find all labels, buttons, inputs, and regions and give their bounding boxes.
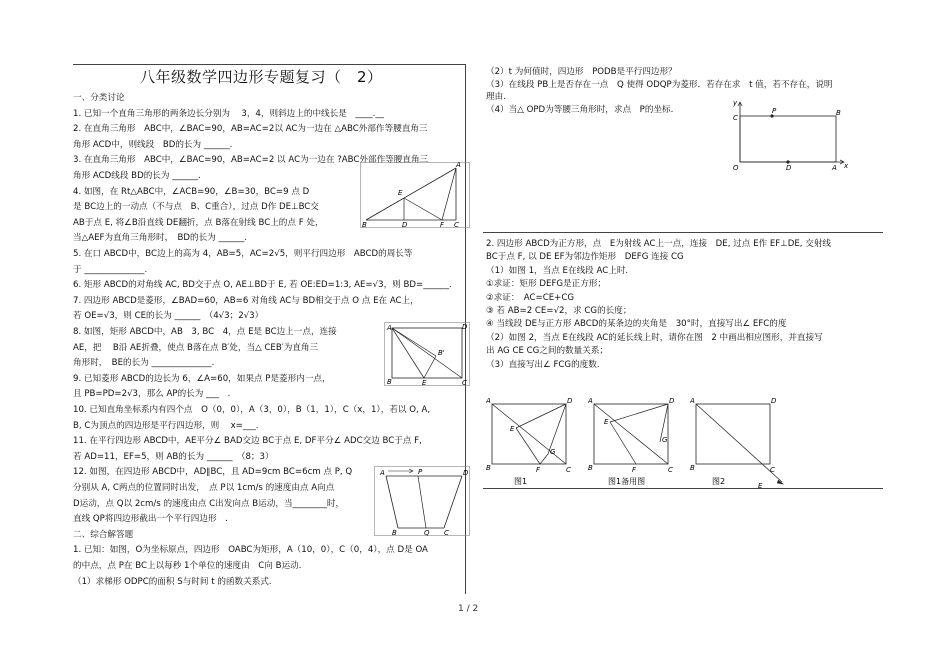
left-text-line: 1. 已知一个直角三角形的两条边长分别为 3，4，则斜边上的中线长是 ____.__	[73, 108, 384, 119]
svg-text:A: A	[486, 398, 491, 405]
svg-text:B: B	[486, 464, 491, 472]
svg-text:D: D	[786, 164, 792, 172]
left-text-line: 10. 已知直角坐标系内有四个点 O（0，0），A（3，0），B（1，1），C（x，1），若以 O, A,	[73, 405, 431, 415]
right-middle-text-line: 2. 四边形 ABCD为正方形，点 E为射线 AC上一点，连接 DE, 过点 E作 EF⊥DE, 交射线	[486, 239, 832, 249]
svg-text:y: y	[733, 99, 738, 107]
section-rule	[483, 232, 883, 233]
svg-text:D: D	[402, 221, 408, 228]
left-text-line: 2. 在直角三角形 ABC中，∠BAC=90，AB=AC=2以 AC为一边在 △ABC外部作等腰直角三	[73, 124, 428, 135]
right-middle-text-line: （1）如图 1，当点 E在线段 AC上时.	[486, 265, 629, 276]
left-text-line: 且 PB=PD=2√3，那么 AP的长为 ___ .	[73, 389, 231, 400]
svg-text:Q: Q	[424, 529, 430, 536]
left-text-line: 角形 ACD线段 BD的长为 ______.	[73, 171, 201, 181]
svg-text:P: P	[772, 107, 777, 115]
svg-text:B: B	[392, 529, 397, 536]
right-top-text-line: （2）t 为何值时，四边形 PODB是平行四边形？	[486, 67, 677, 77]
right-column-middle	[486, 238, 886, 378]
left-text-line: 6. 矩形 ABCD的对角线 AC, BD交于点 O, AE⊥BD于 E, 若 OE:ED=1:3, AE=√3，则 BD=______.	[73, 280, 452, 291]
left-text-line: 4. 如图，在 Rt△ABC中，∠ACB=90，∠B=30，BC=9 点 D	[73, 186, 310, 197]
svg-text:B: B	[387, 378, 392, 386]
svg-text:P: P	[418, 468, 423, 476]
svg-text:D: D	[669, 398, 675, 405]
right-middle-text-line: ③ 若 AB=2 CE=√2，求 CG的长度；	[486, 306, 632, 316]
left-text-line: （1）求梯形 ODPC的面积 S与时间 t 的函数关系式.	[73, 576, 272, 587]
left-text-line: 分别从 A, C两点的位置同时出发， 点 P以 1cm/s 的速度由点 A向点	[73, 483, 335, 493]
svg-text:C: C	[462, 379, 467, 386]
right-middle-text-line: ①求证：矩形 DEFG是正方形；	[486, 279, 607, 290]
svg-text:x: x	[844, 162, 849, 170]
left-text-line: 7. 四边形 ABCD是菱形，∠BAD=60，AB=6 对角线 AC与 BD相交于点 O 点 E在 AC上，	[73, 295, 419, 306]
left-text-line: 的中点，点 P在 BC上以每秒 1个单位的速度由 C向 B运动.	[73, 561, 302, 571]
svg-text:A: A	[387, 324, 392, 332]
left-text-line: 一、分类讨论	[73, 93, 125, 103]
left-text-line: 角形 ACD中，则线段 BD的长为 ______.	[73, 139, 233, 150]
svg-text:D: D	[567, 398, 573, 405]
svg-text:F: F	[632, 466, 637, 474]
svg-text:C: C	[454, 221, 459, 228]
right-middle-text-line: 出 AG CE CG之间的数量关系；	[486, 346, 609, 357]
page-number: 1 / 2	[458, 604, 479, 614]
svg-text:B: B	[836, 109, 841, 117]
left-text-line: AE，把 B沿 AE折叠，使点 B落在点 B′处，当△ CEB′为直角三	[73, 342, 319, 353]
svg-text:A: A	[380, 469, 385, 477]
right-middle-text-line: BC于点 F, 以 DE EF为邻边作矩形 DEFG 连接 CG	[486, 252, 684, 263]
svg-text:B: B	[362, 221, 367, 228]
q8-rectangle-figure	[384, 322, 470, 386]
svg-text:D: D	[462, 323, 468, 331]
right-top-text-line: 理由.	[486, 92, 506, 103]
right-top-text-line: （3）在线段 PB上是否存在一点 Q 使得 ODQP为菱形．若存在求 t 值，若不存在，说明	[486, 79, 833, 90]
left-text-line: 二、综合解答题	[73, 529, 134, 540]
left-text-line: 若 AD=11，EF=5，则 AB的长为 ______ （8；3）	[73, 451, 274, 462]
left-text-line: 1. 已知：如图，O为坐标原点，四边形 OABC为矩形，A（10，0），C（0，4），点 D是 OA	[73, 545, 428, 556]
left-text-line: 角形时， BE的长为 ______________.	[73, 358, 215, 369]
svg-text:C: C	[566, 466, 571, 474]
left-text-line: B, C为顶点的四边形是平行四边形，则 x=___.	[73, 420, 259, 431]
left-text-line: 8. 如图，矩形 ABCD中，AB 3, BC 4，点 E是 BC边上一点，连接	[73, 327, 337, 337]
right-middle-text-line: （2）如图 2，当点 E在线段 AC的延长线上时，请你在图 2 中画出相应图形，并直接写	[486, 332, 823, 343]
svg-text:C: C	[770, 466, 775, 474]
left-text-line: 直线 QP将四边形截出一个平行四边形 .	[73, 514, 228, 525]
left-text-line: 是 BC边上的一动点（不与点 B、C重合），过点 D作 DE⊥BC交	[73, 202, 319, 213]
square-figure-2	[690, 398, 786, 490]
square-figure-1-backup	[588, 398, 678, 490]
svg-text:E: E	[422, 379, 427, 386]
svg-text:E: E	[510, 425, 515, 433]
left-text-line: 若 OE=√3，则 CE的长为 ______ （4√3；2√3）	[73, 311, 264, 322]
svg-text:C: C	[668, 466, 673, 474]
svg-text:E: E	[758, 482, 763, 490]
left-text-line: 12. 如图，在四边形 ABCD中，AD∥BC，且 AD=9cm BC=6cm 点 P, Q	[73, 467, 353, 478]
right-top-text-line: （4）当△ OPD为等腰三角形时，求点 P的坐标.	[486, 104, 674, 115]
svg-text:F: F	[440, 221, 445, 228]
left-text-line: D运动，点 Q以 2cm/s 的速度由点 C出发向点 B运动，当________时，	[73, 498, 345, 509]
svg-text:A: A	[690, 398, 695, 405]
svg-text:D: D	[463, 469, 469, 477]
left-text-line: 当△AEF为直角三角形时， BD的长为 ______.	[73, 233, 248, 244]
q4-triangle-figure	[360, 162, 470, 228]
svg-text:B: B	[588, 464, 593, 472]
svg-text:D: D	[771, 398, 777, 405]
svg-text:E: E	[398, 189, 403, 197]
svg-text:A: A	[456, 162, 461, 169]
svg-text:O: O	[733, 164, 739, 172]
svg-text:G: G	[662, 436, 668, 444]
right-middle-text-line: ②求证： AC=CE+CG	[486, 292, 574, 303]
left-text-line: AB于点 E, 将∠B沿直线 DE翻折，点 B落在射线 BC上的点 F 处，	[73, 217, 324, 228]
q12-trapezoid-figure	[374, 466, 470, 536]
svg-text:F: F	[536, 466, 541, 474]
svg-text:C: C	[733, 114, 738, 122]
svg-text:E: E	[604, 418, 609, 426]
comprehensive-q1-coordinate-figure	[730, 98, 850, 174]
left-text-line: 5. 在口 ABCD中，BC边上的高为 4，AB=5，AC=2√5，则平行四边形 ABCD的周长等	[73, 249, 413, 259]
left-text-line: 于 ______________.	[73, 264, 148, 275]
fig2-caption: 图2	[712, 477, 726, 486]
left-text-line: 11. 在平行四边形 ABCD中，AE平分∠ BAD交边 BC于点 E, DF平分∠ ADC交边 BC于点 F,	[73, 436, 422, 447]
svg-text:B': B'	[438, 349, 445, 357]
svg-text:A: A	[832, 164, 837, 172]
right-middle-text-line: ④ 当线段 DE与正方形 ABCD的某条边的夹角是 30°时，直接写出∠ EFC的度	[486, 319, 787, 330]
left-text-line: 9. 已知菱形 ABCD的边长为 6，∠A=60，如果点 P是菱形内一点，	[73, 373, 331, 384]
svg-text:B: B	[690, 464, 695, 472]
svg-text:A: A	[588, 398, 593, 405]
left-text-line: 3. 在直角三角形 ABC中，∠BAC=90，AB=AC=2 以 AC为一边在 ?ABC外部作等腰直角三	[73, 155, 429, 166]
fig1-caption: 图1	[514, 477, 528, 486]
svg-text:G: G	[550, 448, 556, 456]
right-middle-text-line: （3）直接写出∠ FCG的度数.	[486, 359, 600, 370]
page-title: 八年级数学四边形专题复习（ 2）	[140, 68, 383, 86]
top-rule	[73, 64, 465, 65]
square-figure-1	[486, 398, 576, 490]
fig1-backup-caption: 图1备用图	[608, 477, 646, 486]
svg-text:C: C	[444, 529, 449, 536]
